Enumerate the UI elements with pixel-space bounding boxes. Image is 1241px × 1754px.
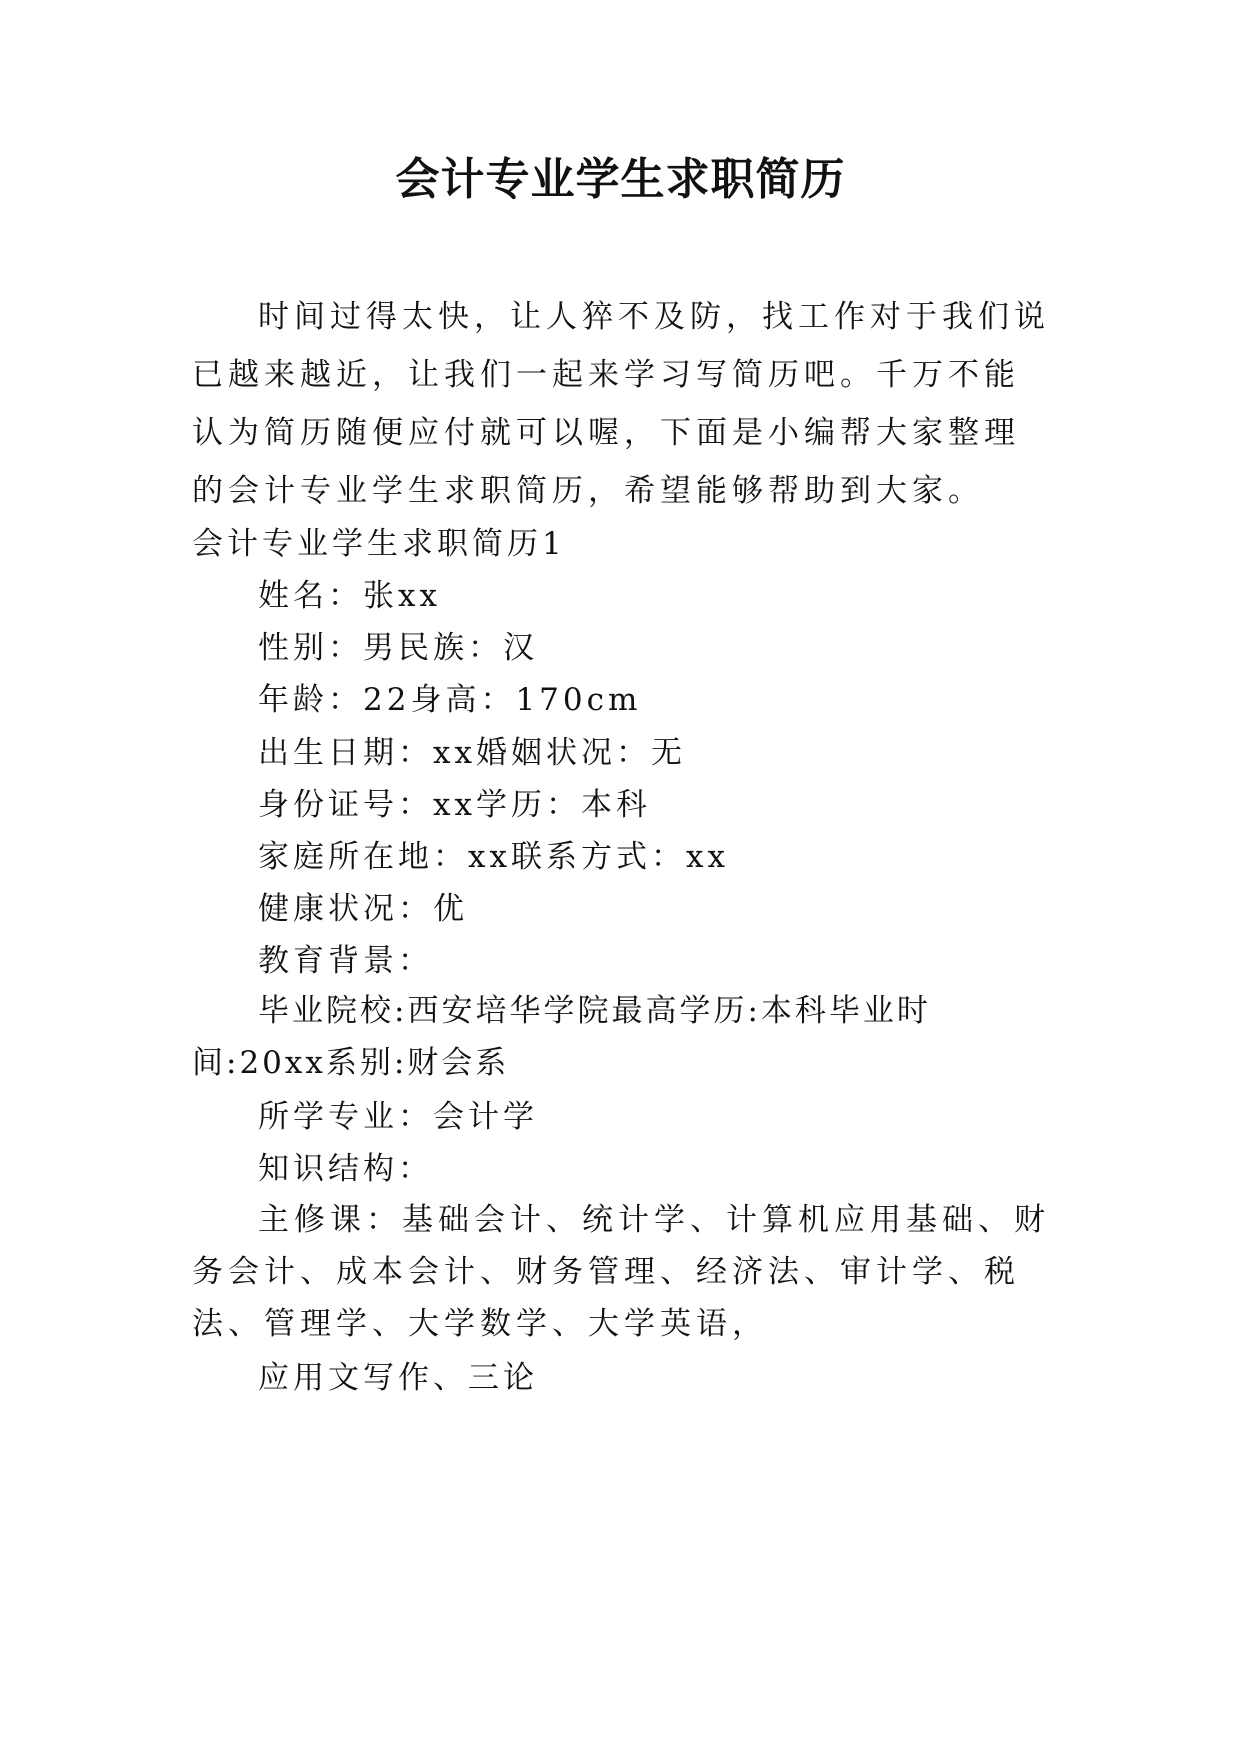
intro-paragraph: 时间过得太快，让人猝不及防，找工作对于我们说已越来越近，让我们一起来学习写简历吧。千万不能认为简历随便应付就可以喔，下面是小编帮大家整理的会计专业学生求职简历，希望能够帮助到大家。 (192, 299, 1050, 509)
id-line: 身份证号：xx学历：本科 (258, 787, 651, 823)
major-line: 所学专业：会计学 (258, 1099, 538, 1135)
document-title: 会计专业学生求职简历 (395, 154, 846, 205)
knowledge-label: 知识结构： (258, 1151, 433, 1187)
age-line: 年龄：22身高：170cm (258, 682, 642, 718)
home-line: 家庭所在地：xx联系方式：xx (258, 839, 729, 875)
education-label: 教育背景： (258, 943, 433, 979)
school-paragraph: 毕业院校:西安培华学院最高学历:本科毕业时间:20xx系别:财会系 (192, 993, 931, 1081)
courses-paragraph: 主修课：基础会计、统计学、计算机应用基础、财务会计、成本会计、财务管理、经济法、审计学、税法、管理学、大学数学、大学英语， (192, 1202, 1050, 1342)
birth-line: 出生日期：xx婚姻状况：无 (258, 735, 686, 771)
name-line: 姓名：张xx (258, 578, 441, 614)
health-line: 健康状况：优 (258, 891, 468, 927)
gender-line: 性别：男民族：汉 (258, 630, 538, 666)
section-heading: 会计专业学生求职简历1 (192, 526, 566, 562)
writing-line: 应用文写作、三论 (258, 1360, 538, 1396)
